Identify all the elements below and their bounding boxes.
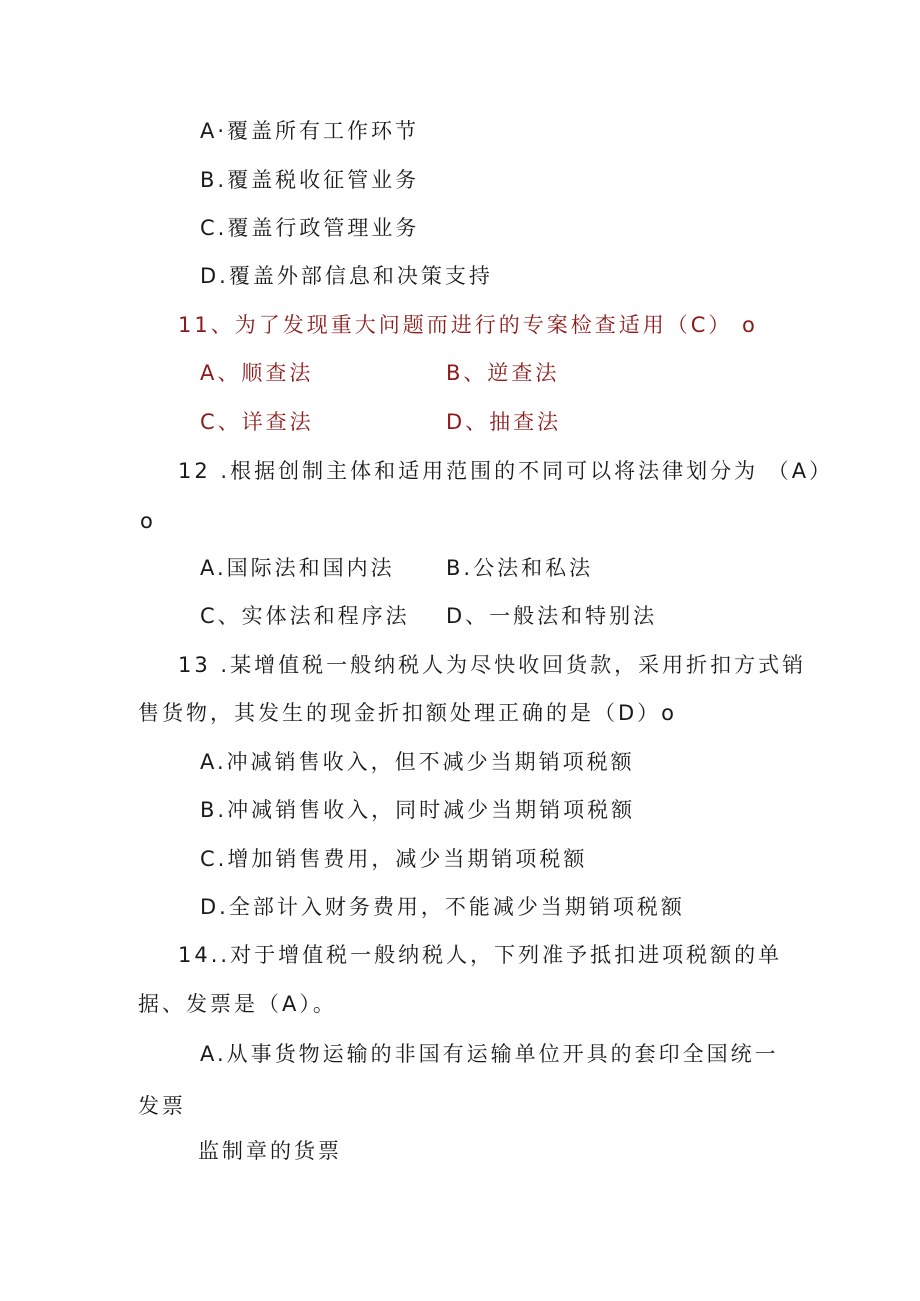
q10-option-d: D.覆盖外部信息和决策支持 [200, 264, 493, 288]
q10-option-a: A·覆盖所有工作环节 [200, 119, 420, 143]
q10-option-b: B.覆盖税收征管业务 [200, 168, 420, 192]
q12-stem-line1: 12 .根据创制主体和适用范围的不同可以将法律划分为 （A） [178, 459, 834, 483]
q13-option-d: D.全部计入财务费用，不能减少当期销项税额 [200, 895, 685, 919]
q11-stem: 11、为了发现重大问题而进行的专案检查适用（C） o [178, 313, 758, 337]
q12-option-a: A.国际法和国内法 [200, 556, 395, 580]
q14-stem-line1: 14..对于增值税一般纳税人，下列准予抵扣进项税额的单 [178, 943, 783, 967]
q13-stem-line1: 13 .某增值税一般纳税人为尽快收回货款，采用折扣方式销 [178, 653, 807, 677]
q11-option-c: C、详查法 [200, 410, 314, 434]
q13-option-b: B.冲减销售收入，同时减少当期销项税额 [200, 798, 636, 822]
q13-option-c: C.增加销售费用，减少当期销项税额 [200, 847, 588, 871]
q13-stem-line2: 售货物，其发生的现金折扣额处理正确的是（D）o [138, 701, 678, 725]
q11-option-d: D、抽查法 [446, 410, 562, 434]
q12-option-c: C、实体法和程序法 [200, 604, 410, 628]
q13-option-a: A.冲减销售收入，但不减少当期销项税额 [200, 750, 635, 774]
q14-option-a-line3: 监制章的货票 [198, 1139, 342, 1163]
q10-option-c: C.覆盖行政管理业务 [200, 216, 420, 240]
q11-option-a: A、顺查法 [200, 361, 314, 385]
q12-stem-line2: o [140, 509, 156, 533]
q14-option-a-line1: A.从事货物运输的非国有运输单位开具的套印全国统一 [200, 1042, 779, 1066]
q14-stem-line2: 据、发票是（A）。 [138, 992, 337, 1016]
q12-option-b: B.公法和私法 [446, 556, 594, 580]
q14-option-a-line2: 发票 [138, 1094, 186, 1118]
q12-option-d: D、一般法和特别法 [446, 604, 658, 628]
q11-option-b: B、逆查法 [446, 361, 560, 385]
